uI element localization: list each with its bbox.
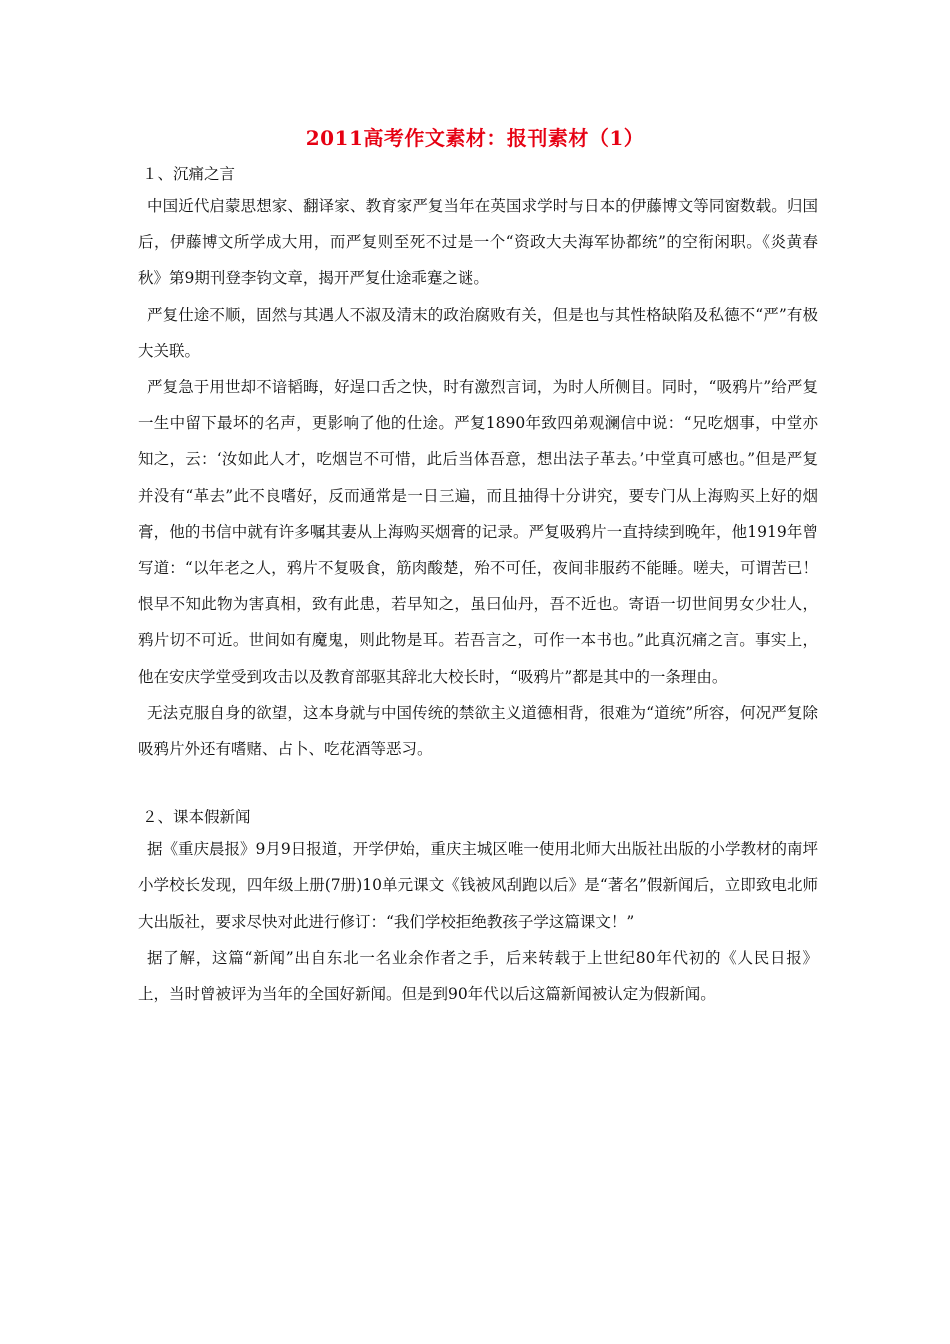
section-2-paragraph-1: 据《重庆晨报》9月9日报道，开学伊始，重庆主城区唯一使用北师大出版社出版的小学教材的南坪小学校长发现，四年级上册(7册)10单元课文《钱被风刮跑以后》是“著名”假新闻后，立即致电北师大出版社，要求尽快对此进行修订：“我们学校拒绝教孩子学这篇课文！”	[138, 840, 818, 931]
document-body	[138, 160, 818, 1012]
section-gap	[138, 767, 818, 803]
section-heading-2: ２、课本假新闻	[142, 808, 251, 827]
section-1-paragraph-3: 严复急于用世却不谙韬晦，好逞口舌之快，时有激烈言词，为时人所侧目。同时，“吸鸦片”给严复一生中留下最坏的名声，更影响了他的仕途。严复1890年致四弟观澜信中说：“兄吃烟事，中堂亦知之，云：‘汝如此人才，吃烟岂不可惜，此后当体吾意，想出法子革去。’中堂真可感也。”但是严复并没有“革去”此不良嗜好，反而通常是一日三遍，而且抽得十分讲究，要专门从上海购买上好的烟膏，他的书信中就有许多嘱其妻从上海购买烟膏的记录。严复吸鸦片一直持续到晚年，他1919年曾写道：“以年老之人，鸦片不复吸食，筋肉酸楚，殆不可任，夜间非服药不能睡。嗟夫，可谓苦已！恨早不知此物为害真相，致有此患，若早知之，虽曰仙丹，吾不近也。寄语一切世间男女少壮人，鸦片切不可近。世间如有魔鬼，则此物是耳。若吾言之，可作一本书也。”此真沉痛之言。事实上，他在安庆学堂受到攻击以及教育部驱其辞北大校长时，“吸鸦片”都是其中的一条理由。	[138, 378, 818, 686]
section-2-paragraph-2: 据了解，这篇“新闻”出自东北一名业余作者之手，后来转载于上世纪80年代初的《人民日报》上，当时曾被评为当年的全国好新闻。但是到90年代以后这篇新闻被认定为假新闻。	[138, 948, 818, 1004]
section-heading-1: １、沉痛之言	[142, 165, 236, 183]
section-1-paragraph-4: 无法克服自身的欲望，这本身就与中国传统的禁欲主义道德相背，很难为“道统”所容，何况严复除吸鸦片外还有嗜赌、占卜、吃花酒等恶习。	[138, 703, 818, 759]
document-title: 2011高考作文素材：报刊素材（1）	[305, 126, 645, 150]
section-1-paragraph-1: 中国近代启蒙思想家、翻译家、教育家严复当年在英国求学时与日本的伊藤博文等同窗数载。归国后，伊藤博文所学成大用，而严复则至死不过是一个“资政大夫海军协都统”的空衔闲职。《炎黄春秋》第9期刊登李钧文章，揭开严复仕途乖蹇之谜。	[138, 197, 818, 288]
section-1-paragraph-2: 严复仕途不顺，固然与其遇人不淑及清末的政治腐败有关，但是也与其性格缺陷及私德不“严”有极大关联。	[138, 305, 818, 360]
